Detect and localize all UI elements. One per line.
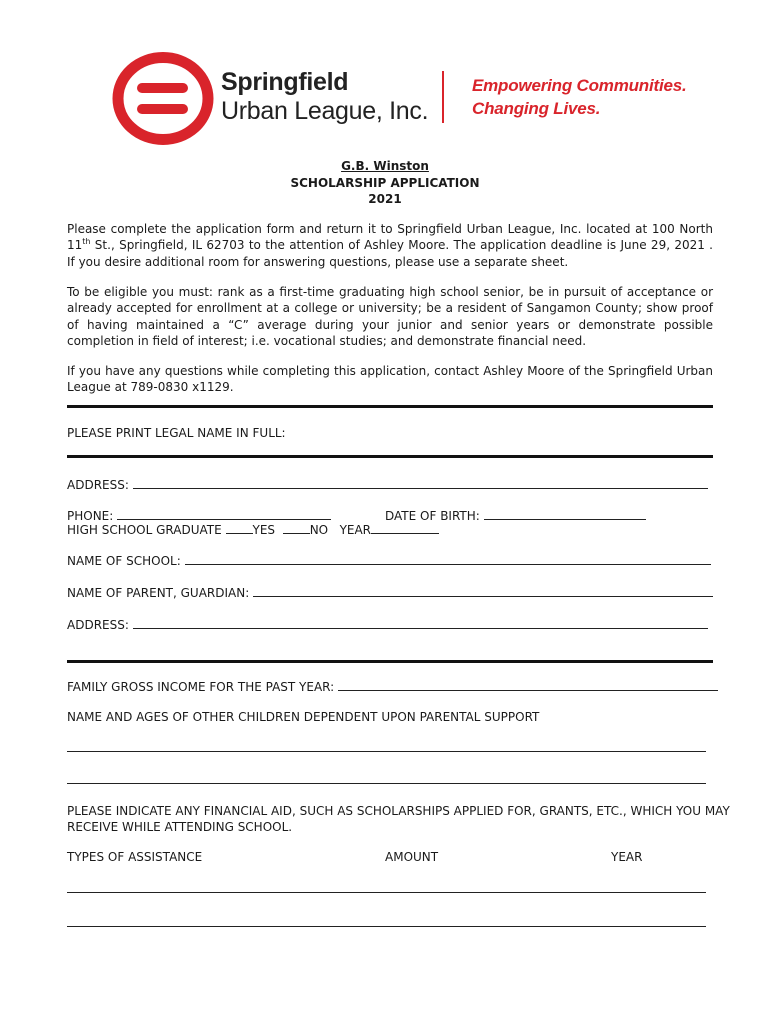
section-divider [67,660,713,663]
urban-league-equality-logo-icon [111,51,215,146]
date-of-birth-field[interactable]: DATE OF BIRTH: [385,508,646,523]
address-field[interactable]: ADDRESS: [67,477,708,492]
org-name-line1: Springfield [221,68,349,96]
parent-guardian-field[interactable]: NAME OF PARENT, GUARDIAN: [67,585,713,600]
year-header: YEAR [611,850,643,864]
types-of-assistance-header: TYPES OF ASSISTANCE [67,850,203,864]
section-divider [67,405,713,408]
dependent-children-label: NAME AND AGES OF OTHER CHILDREN DEPENDENT UPON PARENTAL SUPPORT [67,710,540,724]
tagline-line2: Changing Lives. [472,99,601,118]
logo-divider [442,71,444,123]
application-title: SCHOLARSHIP APPLICATION [290,176,480,190]
org-name-line2: Urban League, Inc. [221,97,429,125]
family-income-field[interactable]: FAMILY GROSS INCOME FOR THE PAST YEAR: [67,679,718,694]
financial-aid-label-line1: PLEASE INDICATE ANY FINANCIAL AID, SUCH AS SCHOLARSHIPS APPLIED FOR, GRANTS, ETC., WHICH YOU MAY [67,804,730,818]
financial-aid-line[interactable] [67,892,706,893]
section-divider [67,455,713,458]
legal-name-label: PLEASE PRINT LEGAL NAME IN FULL: [67,426,286,440]
parent-address-field[interactable]: ADDRESS: [67,617,708,632]
phone-field[interactable]: PHONE: [67,508,331,523]
amount-header: AMOUNT [385,850,439,864]
dependent-children-line[interactable] [67,751,706,752]
tagline-line1: Empowering Communities. [472,76,687,95]
financial-aid-label-line2: RECEIVE WHILE ATTENDING SCHOOL. [67,820,293,834]
scholarship-name: G.B. Winston [341,159,429,173]
school-name-field[interactable]: NAME OF SCHOOL: [67,553,711,568]
dependent-children-line[interactable] [67,783,706,784]
high-school-graduate-field[interactable]: HIGH SCHOOL GRADUATE YES NO YEAR [67,522,439,537]
application-year: 2021 [368,192,402,206]
financial-aid-line[interactable] [67,926,706,927]
contact-paragraph: If you have any questions while completing this application, contact Ashley Moore of the Springfield Urban League at 789-0830 x1129. [67,364,713,395]
instructions-paragraph: Please complete the application form and return it to Springfield Urban League, Inc. located at 100 North 11th St., Springfield, IL 62703 to the attention of Ashley Moore. The application deadline is June 29, 2021 . If you desire additional room for answering questions, please use a separate sheet. [67,222,713,269]
eligibility-paragraph: To be eligible you must: rank as a first-time graduating high school senior, be in pursuit of acceptance or already accepted for enrollment at a college or university; be a resident of Sangamon County; show proof of having maintained a “C” average during your junior and senior years or demonstrate possible completion in field of interest; i.e. vocational studies; and demonstrate financial need. [67,285,713,348]
